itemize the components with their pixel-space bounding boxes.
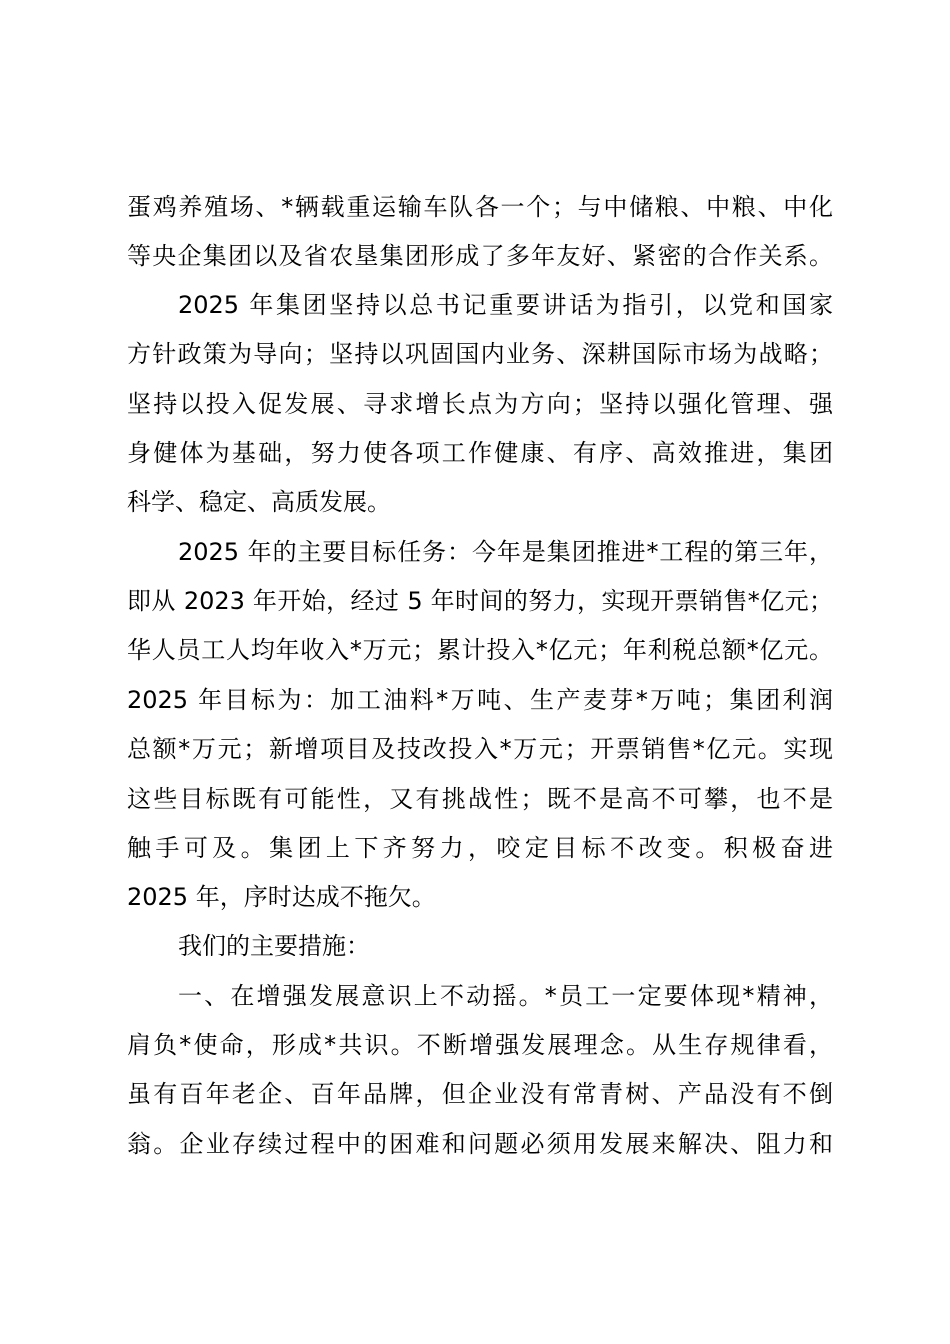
- text-line: 身健体为基础，努力使各项工作健康、有序、高效推进，集团: [127, 439, 833, 467]
- text-line: 翁。企业存续过程中的困难和问题必须用发展来解决、阻力和: [127, 1130, 833, 1158]
- paragraph-start-line: 2025 年的主要目标任务：今年是集团推进*工程的第三年，: [178, 538, 833, 566]
- text-line: 科学、稳定、高质发展。: [127, 488, 391, 516]
- text-line: 坚持以投入促发展、寻求增长点为方向；坚持以强化管理、强: [127, 390, 833, 418]
- text-line: 2025 年，序时达成不拖欠。: [127, 883, 436, 911]
- paragraph-start-line: 一、在增强发展意识上不动摇。*员工一定要体现*精神，: [178, 982, 833, 1010]
- text-line: 肩负*使命，形成*共识。不断增强发展理念。从生存规律看，: [127, 1031, 833, 1059]
- text-line: 即从 2023 年开始，经过 5 年时间的努力，实现开票销售*亿元；: [127, 587, 833, 615]
- text-line: 方针政策为导向；坚持以巩固国内业务、深耕国际市场为战略；: [127, 340, 833, 368]
- text-line: 蛋鸡养殖场、*辆载重运输车队各一个；与中储粮、中粮、中化: [127, 193, 833, 221]
- text-line: 华人员工人均年收入*万元；累计投入*亿元；年利税总额*亿元。: [127, 636, 833, 664]
- text-line: 这些目标既有可能性，又有挑战性；既不是高不可攀，也不是: [127, 785, 833, 813]
- text-line: 总额*万元；新增项目及技改投入*万元；开票销售*亿元。实现: [127, 735, 833, 763]
- text-line: 2025 年目标为：加工油料*万吨、生产麦芽*万吨；集团利润: [127, 686, 833, 714]
- paragraph-start-line: 我们的主要措施：: [178, 932, 370, 960]
- text-line: 虽有百年老企、百年品牌，但企业没有常青树、产品没有不倒: [127, 1080, 833, 1108]
- text-line: 等央企集团以及省农垦集团形成了多年友好、紧密的合作关系。: [127, 242, 833, 270]
- paragraph-start-line: 2025 年集团坚持以总书记重要讲话为指引，以党和国家: [178, 291, 833, 319]
- text-line: 触手可及。集团上下齐努力，咬定目标不改变。积极奋进: [127, 834, 833, 862]
